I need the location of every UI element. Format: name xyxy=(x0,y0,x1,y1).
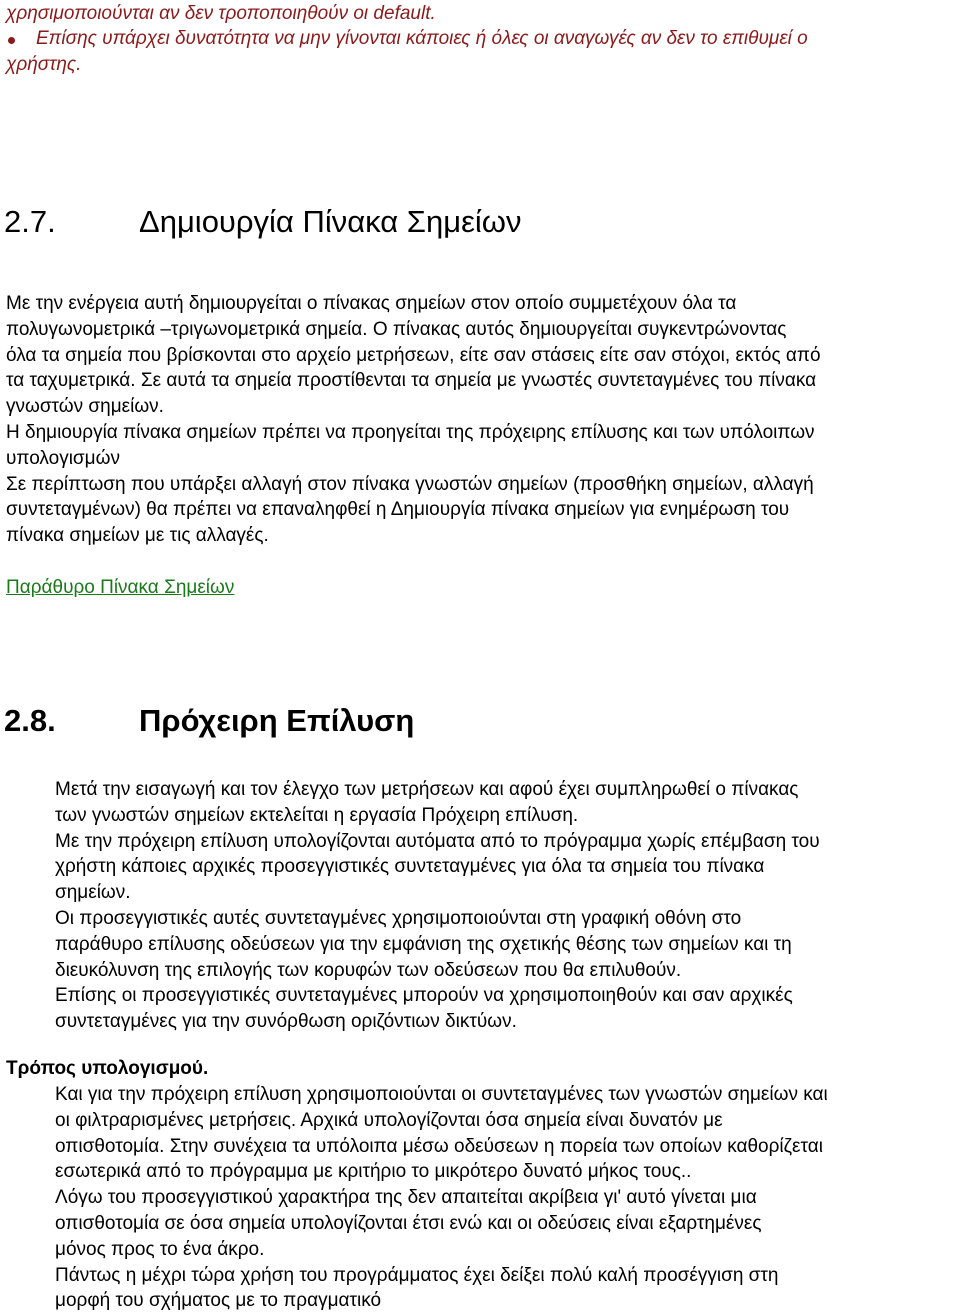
section-2-8-body xyxy=(55,777,945,1035)
calculation-method-heading: Τρόπος υπολογισμού. xyxy=(6,1058,209,1079)
options-bullet-item xyxy=(6,26,946,78)
body-line: Επίσης οι προσεγγιστικές συντεταγμένες μπορούν να χρησιμοποιηθούν και σαν αρχικές xyxy=(55,985,793,1007)
body-line: Με την ενέργεια αυτή δημιουργείται ο πίνακας σημείων στον οποίο συμμετέχουν όλα τα xyxy=(6,293,737,314)
body-line: συντεταγμένες για την συνόρθωση οριζόντιων δικτύων. xyxy=(55,1011,517,1033)
bullet-icon xyxy=(8,37,15,44)
body-line: Σε περίπτωση που υπάρξει αλλαγή στον πίνακα γνωστών σημείων (προσθήκη σημείων, αλλαγή xyxy=(6,473,814,495)
section-title: Πρόχειρη Επίλυση xyxy=(139,703,415,738)
intro-continuation-line: χρησιμοποιούνται αν δεν τροποποιηθούν οι default. xyxy=(6,3,436,24)
body-line: Οι προσεγγιστικές αυτές συντεταγμένες χρησιμοποιούνται στη γραφική οθόνη στο xyxy=(55,907,742,929)
body-line: Με την πρόχειρη επίλυση υπολογίζονται αυτόματα από το πρόγραμμα χωρίς επέμβαση του xyxy=(55,830,820,852)
section-number: 2.8. xyxy=(4,703,56,738)
body-line: γνωστών σημείων. xyxy=(6,396,164,418)
body-line: μορφή του σχήματος με το πραγματικό xyxy=(55,1290,382,1312)
calculation-method-body xyxy=(55,1082,950,1314)
section-2-7-body xyxy=(6,291,956,549)
body-line: εσωτερικά από το πρόγραμμα με κριτήριο το μικρότερο δυνατό μήκος τους.. xyxy=(55,1161,692,1183)
bullet-text xyxy=(6,26,946,78)
body-line: οπισθοτομία σε όσα σημεία υπολογίζονται έτσι ενώ και οι οδεύσεις είναι εξαρτημένες xyxy=(55,1212,762,1234)
body-line: παράθυρο επίλυσης οδεύσεων για την εμφάνιση της σχετικής θέσης των σημείων και τη xyxy=(55,933,792,955)
body-line: συντεταγμένων) θα πρέπει να επαναληφθεί η Δημιουργία πίνακα σημείων για ενημέρωση του xyxy=(6,499,790,521)
bullet-line: Επίσης υπάρχει δυνατότητα να μην γίνονται κάποιες ή όλες οι αναγωγές αν δεν το επιθυμεί ο xyxy=(36,28,808,49)
section-number: 2.7. xyxy=(4,204,56,239)
body-line: υπολογισμών xyxy=(6,447,120,469)
body-line: οπισθοτομία. Στην συνέχεια τα υπόλοιπα μέσω οδεύσεων η πορεία των οποίων καθορίζεται xyxy=(55,1135,823,1157)
body-line: οι φιλτραρισμένες μετρήσεις. Αρχικά υπολογίζονται όσα σημεία είναι δυνατόν με xyxy=(55,1109,723,1131)
body-line: των γνωστών σημείων εκτελείται η εργασία Πρόχειρη επίλυση. xyxy=(55,804,579,826)
section-heading-2-8 xyxy=(4,703,414,739)
body-line: Η δημιουργία πίνακα σημείων πρέπει να προηγείται της πρόχειρης επίλυσης και των υπόλοιπων xyxy=(6,421,815,443)
section-heading-2-7 xyxy=(4,204,521,240)
section-title: Δημιουργία Πίνακα Σημείων xyxy=(139,204,522,239)
body-line: χρήστη κάποιες αρχικές προσεγγιστικές συντεταγμένες για όλα τα σημεία του πίνακα xyxy=(55,856,765,878)
body-line: σημείων. xyxy=(55,882,131,904)
body-line: Μετά την εισαγωγή και τον έλεγχο των μετρήσεων και αφού έχει συμπληρωθεί ο πίνακας xyxy=(55,779,799,800)
bullet-line: χρήστης. xyxy=(6,54,82,75)
body-line: Και για την πρόχειρη επίλυση χρησιμοποιούνται οι συντεταγμένες των γνωστών σημείων και xyxy=(55,1084,828,1105)
points-table-window-link[interactable]: Παράθυρο Πίνακα Σημείων xyxy=(6,577,235,598)
body-line: πολυγωνομετρικά –τριγωνομετρικά σημεία. Ο πίνακας αυτός δημιουργείται συγκεντρώνοντας xyxy=(6,318,787,340)
body-line: διευκόλυνση της επιλογής των κορυφών των οδεύσεων που θα επιλυθούν. xyxy=(55,959,682,981)
body-line: πίνακα σημείων με τις αλλαγές. xyxy=(6,525,269,547)
body-line: Λόγω του προσεγγιστικού χαρακτήρα της δεν απαιτείται ακρίβεια γι' αυτό γίνεται μια xyxy=(55,1187,757,1209)
body-line: μόνος προς το ένα άκρο. xyxy=(55,1238,265,1260)
body-line: Πάντως η μέχρι τώρα χρήση του προγράμματος έχει δείξει πολύ καλή προσέγγιση στη xyxy=(55,1264,779,1286)
body-line: όλα τα σημεία που βρίσκονται στο αρχείο μετρήσεων, είτε σαν στάσεις είτε σαν στόχοι, εκτός από xyxy=(6,344,821,366)
body-line: τα ταχυμετρικά. Σε αυτά τα σημεία προστίθενται τα σημεία με γνωστές συντεταγμένες του πίνακα xyxy=(6,370,817,392)
